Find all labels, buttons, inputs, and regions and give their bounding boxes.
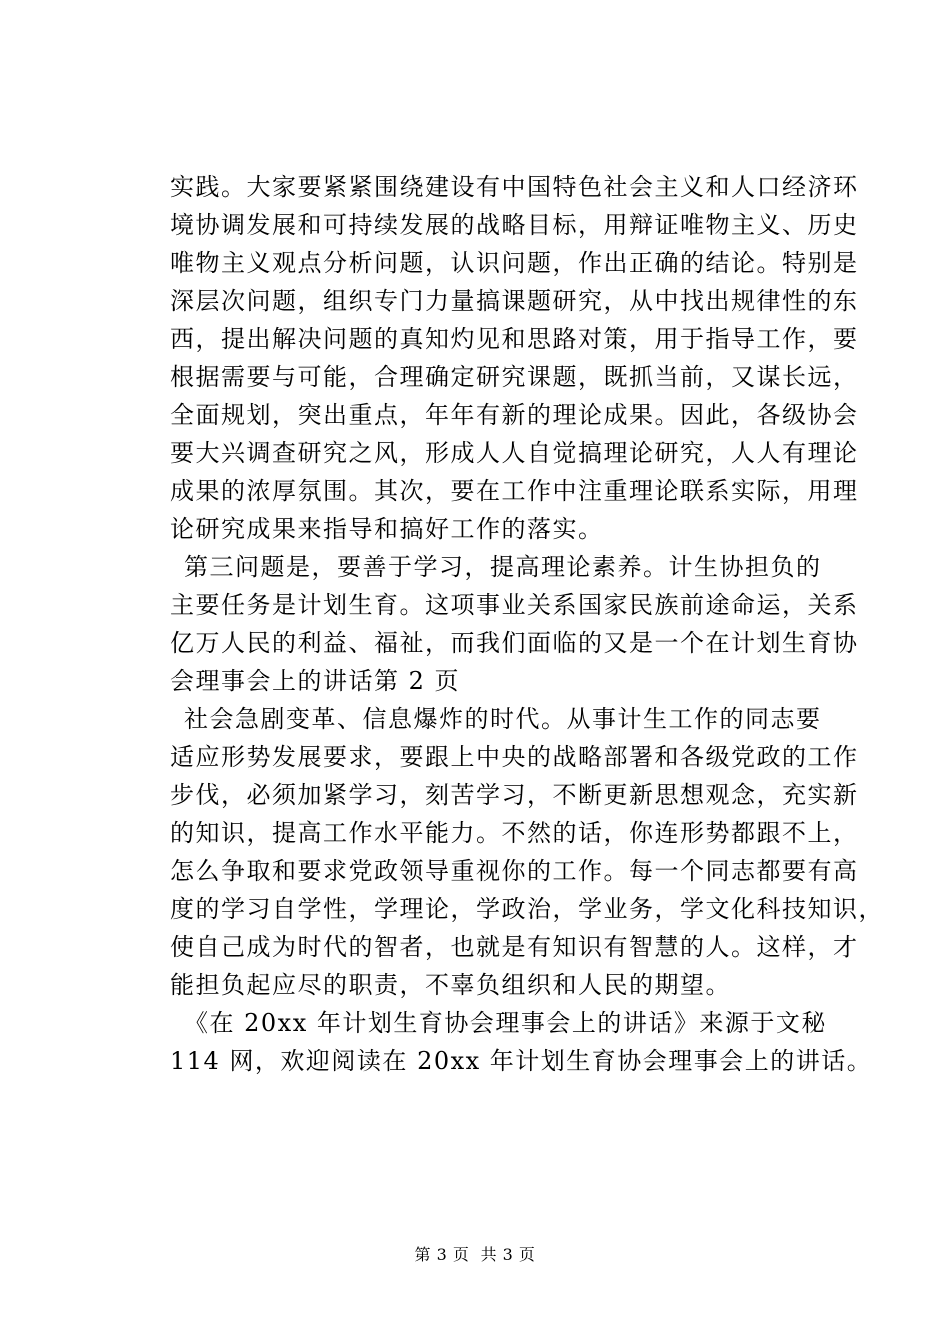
page-footer [0, 1244, 950, 1266]
text-line: 实践。大家要紧紧围绕建设有中国特色社会主义和人口经济环 [170, 173, 859, 201]
text-line: 唯物主义观点分析问题，认识问题，作出正确的结论。特别是 [170, 249, 859, 277]
page-number-label: 第 3 页 共 3 页 [414, 1245, 536, 1264]
paragraph-first-line: 第三问题是，要善于学习，提高理论素养。计生协担负的 [184, 553, 822, 581]
text-line: 的知识，提高工作水平能力。不然的话，你连形势都跟不上， [170, 819, 859, 847]
text-line: 全面规划，突出重点，年年有新的理论成果。因此，各级协会 [170, 401, 859, 429]
text-line: 深层次问题，组织专门力量搞课题研究，从中找出规律性的东 [170, 287, 859, 315]
text-line: 怎么争取和要求党政领导重视你的工作。每一个同志都要有高 [170, 857, 859, 885]
text-line: 论研究成果来指导和搞好工作的落实。 [170, 515, 604, 543]
text-line: 会理事会上的讲话第 2 页 [170, 667, 461, 695]
document-body [170, 168, 884, 1080]
text-line: 114 网，欢迎阅读在 20xx 年计划生育协会理事会上的讲话。 [170, 1047, 873, 1075]
text-line: 适应形势发展要求，要跟上中央的战略部署和各级党政的工作 [170, 743, 859, 771]
paragraph-first-line: 《在 20xx 年计划生育协会理事会上的讲话》来源于文秘 [184, 1009, 827, 1037]
paragraph-first-line: 社会急剧变革、信息爆炸的时代。从事计生工作的同志要 [184, 705, 822, 733]
text-line: 度的学习自学性，学理论，学政治，学业务，学文化科技知识， [170, 895, 884, 923]
text-line: 根据需要与可能，合理确定研究课题，既抓当前，又谋长远， [170, 363, 859, 391]
text-line: 步伐，必须加紧学习，刻苦学习，不断更新思想观念，充实新 [170, 781, 859, 809]
text-line: 要大兴调查研究之风，形成人人自觉搞理论研究，人人有理论 [170, 439, 859, 467]
text-line: 使自己成为时代的智者，也就是有知识有智慧的人。这样，才 [170, 933, 859, 961]
text-line: 亿万人民的利益、福祉，而我们面临的又是一个在计划生育协 [170, 629, 859, 657]
text-line: 成果的浓厚氛围。其次，要在工作中注重理论联系实际，用理 [170, 477, 859, 505]
text-line: 能担负起应尽的职责，不辜负组织和人民的期望。 [170, 971, 731, 999]
text-line: 西，提出解决问题的真知灼见和思路对策，用于指导工作，要 [170, 325, 859, 353]
text-line: 主要任务是计划生育。这项事业关系国家民族前途命运，关系 [170, 591, 859, 619]
text-line: 境协调发展和可持续发展的战略目标，用辩证唯物主义、历史 [170, 211, 859, 239]
